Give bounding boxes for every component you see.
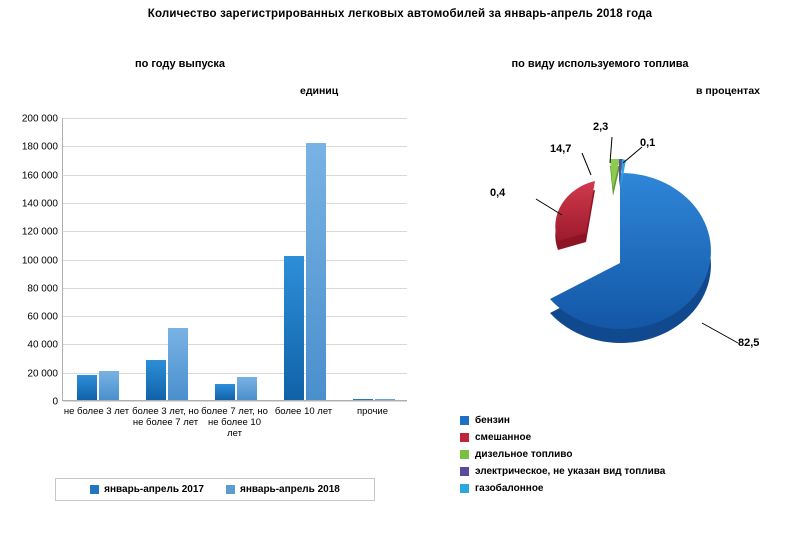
gridline [52, 396, 407, 408]
category-label: более 7 лет, но не более 10 лет [201, 406, 268, 439]
legend-swatch [226, 485, 235, 494]
bar-chart-subtitle: по году выпуска [134, 58, 226, 70]
legend-row [460, 483, 665, 494]
y-axis-tick-label: 20 000 [27, 368, 58, 380]
bar [99, 371, 119, 400]
pie-chart-legend [460, 415, 665, 500]
bar-group [270, 118, 339, 400]
y-axis-tick-label: 60 000 [27, 311, 58, 323]
pie-chart-panel [420, 40, 800, 538]
legend-label: январь-апрель 2017 [104, 484, 204, 495]
legend-swatch [460, 467, 469, 476]
pie-value-benzin: 82,5 [738, 337, 760, 349]
y-axis-tick-label: 200 000 [21, 113, 58, 125]
bar-chart-panel [0, 40, 420, 538]
pie-chart-units: в процентах [696, 85, 760, 97]
legend-swatch [460, 433, 469, 442]
bar [353, 399, 373, 400]
pie-svg [490, 115, 750, 385]
legend-label: дизельное топливо [475, 449, 573, 460]
bar-group [132, 118, 201, 400]
legend-label: январь-апрель 2018 [240, 484, 340, 495]
category-label: более 10 лет [274, 406, 333, 417]
bar-group [63, 118, 132, 400]
bar [146, 360, 166, 400]
legend-label: смешанное [475, 432, 532, 443]
pie-value-dizel: 2,3 [593, 121, 609, 133]
legend-label: электрическое, не указан вид топлива [475, 466, 666, 477]
y-axis-tick-label: 80 000 [27, 283, 58, 295]
legend-swatch [90, 485, 99, 494]
pie-slice-smeshannoe [555, 181, 595, 241]
y-axis-tick-label: 40 000 [27, 339, 58, 351]
bar-group [339, 118, 408, 400]
bar-chart-units: единиц [300, 85, 339, 97]
bar [77, 375, 97, 400]
page-title: Количество зарегистрированных легковых автомобилей за январь-апрель 2018 года [147, 8, 653, 20]
y-axis-tick-label: 100 000 [21, 255, 58, 266]
legend-item [226, 484, 340, 495]
leader-line-gaz [623, 147, 642, 163]
bar-group [201, 118, 270, 400]
y-axis-tick-label: 120 000 [21, 226, 58, 238]
pie-graphic [490, 115, 760, 385]
leader-line-smesh [582, 153, 591, 175]
leader-line-825 [702, 323, 738, 343]
legend-row [460, 466, 665, 477]
bar [375, 399, 395, 400]
legend-label: газобалонное [475, 483, 544, 494]
bar-chart-legend [55, 478, 375, 501]
pie-value-gaz: 0,1 [640, 137, 656, 149]
legend-label: бензин [475, 415, 510, 426]
legend-item [90, 484, 204, 495]
category-label: более 3 лет, но не более 7 лет [132, 406, 199, 428]
y-axis-tick-label: 180 000 [21, 141, 58, 153]
legend-row [460, 432, 665, 443]
pie-value-elektricheskoe: 0,4 [490, 187, 506, 199]
y-axis-tick-label: 140 000 [21, 198, 58, 210]
legend-row [460, 415, 665, 426]
bar [237, 377, 257, 400]
bars-area [63, 118, 407, 400]
category-label: прочие [356, 406, 389, 417]
bar [306, 143, 326, 400]
category-label: не более 3 лет [63, 406, 130, 417]
bar-chart-plot-area [21, 113, 407, 408]
legend-row [460, 449, 665, 460]
pie-chart-subtitle: по виду используемого топлива [511, 58, 689, 70]
legend-swatch [460, 450, 469, 459]
pie-value-smeshannoe: 14,7 [550, 143, 572, 155]
bar [215, 384, 235, 400]
bar [284, 256, 304, 400]
leader-line-147 [536, 199, 562, 215]
y-axis-tick-label: 160 000 [21, 170, 58, 182]
bar [168, 328, 188, 400]
legend-swatch [460, 416, 469, 425]
legend-swatch [460, 484, 469, 493]
y-axis-tick-label: 0 [52, 396, 58, 408]
